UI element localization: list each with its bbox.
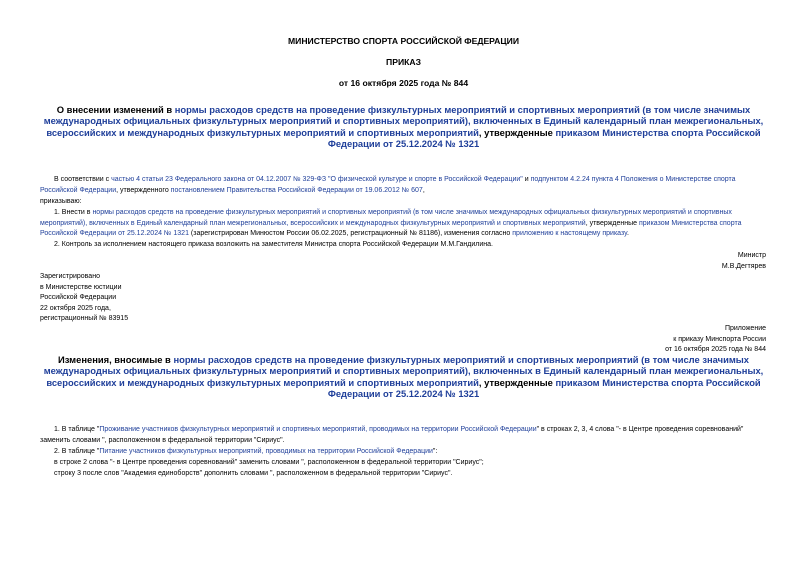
change-2-line-3: строку 3 после слов "Академия единоборств" дополнить словами ", расположенном в федеральной территории "Сириус". [54, 470, 453, 477]
item1-order-link[interactable]: приказом Министерства спорта [639, 220, 742, 227]
item1-norms-link-cont[interactable]: мероприятий), включенных в Единый календарный план межрегиональных, всероссийских и международных физкультурных мероприятий и спортивных мероприятий [40, 220, 586, 227]
norms-link[interactable]: нормы расходов средств на проведение физкультурных мероприятий и спортивных мероприятий (в том числе значимых международных официальных физкультурных мероприятий и спортивных мероприятий), включенных в Единый календарный план межрегиональных, всероссийских и международных физкультурных мероприятий и спортивных мероприятий [43, 104, 764, 138]
preamble-text: и [522, 176, 531, 183]
regulation-link[interactable]: подпунктом 4.2.24 пункта 4 Положения о Министерстве спорта [530, 176, 736, 183]
change-text: ": [432, 448, 438, 455]
registration-line-5: регистрационный № 83915 [40, 315, 129, 322]
item1-line-1 [54, 208, 732, 219]
item1-text: , утвержденные [585, 220, 639, 227]
appendix-ref-line-2: к приказу Минспорта России [673, 336, 766, 343]
appendix-norms-link[interactable]: нормы расходов средств на проведение физкультурных мероприятий и спортивных мероприятий (в том числе значимых международных официальных физкультурных мероприятий и спортивных мероприятий), включенных в Единый календарный план межрегиональных, всероссийских и международных физкультурных мероприятий и спортивных мероприятий [43, 354, 764, 388]
preamble-line-1 [54, 175, 736, 186]
change-1-line-2: заменить словами ", расположенном в федеральной территории "Сириус". [40, 437, 285, 444]
order-title [36, 104, 771, 150]
change-text: " в строках 2, 3, 4 слова "- в Центре проведения соревнований" [536, 426, 744, 433]
order-title-prefix: О внесении изменений в [56, 104, 175, 115]
change-1-line-1 [54, 425, 743, 436]
item1-line-2 [40, 219, 741, 230]
registration-line-3: Российской Федерации [40, 294, 117, 301]
appendix-ref-line-3: от 16 октября 2025 года № 844 [665, 346, 766, 353]
change-2-line-2: в строке 2 слова "- в Центре проведения соревнований" заменить словами ", расположенном в федеральной территории "Сириус"; [54, 459, 484, 466]
item2-text: 2. Контроль за исполнением настоящего приказа возложить на заместителя Министра спорта Российской Федерации М.М.Гандилина. [54, 241, 493, 248]
appendix-title-prefix: Изменения, вносимые в [58, 354, 174, 365]
order-title-mid: , утвержденные [478, 126, 556, 138]
change-2-line-1 [54, 447, 437, 458]
item1-text: (зарегистрирован Минюстом России 06.02.2025, регистрационный № 81186), изменения согласно [188, 230, 513, 237]
signature-position: Министр [737, 252, 766, 259]
ministry-heading: МИНИСТЕРСТВО СПОРТА РОССИЙСКОЙ ФЕДЕРАЦИИ [287, 36, 519, 46]
registration-line-4: 22 октября 2025 года, [40, 305, 111, 312]
preamble-text: , утвержденного [116, 187, 171, 194]
change-text: 1. В таблице " [54, 426, 100, 433]
order-date-number: от 16 октября 2025 года № 844 [338, 78, 469, 88]
item1-order-link-cont[interactable]: Российской Федерации от 25.12.2024 № 1321 [40, 230, 189, 237]
preamble-text: В соответствии с [54, 176, 112, 183]
preamble-order-word: приказываю: [40, 198, 82, 205]
change-text: 2. В таблице " [54, 448, 100, 455]
preamble-line-2 [40, 186, 425, 197]
appendix-order-link[interactable]: приказом Министерства спорта Российской Федерации от 25.12.2024 № 1321 [327, 376, 761, 400]
item1-text: 1. Внести в [54, 209, 93, 216]
preamble-text: , [422, 187, 425, 194]
appendix-ref-line-1: Приложение [724, 325, 766, 332]
signature-name: М.В.Дегтярев [721, 263, 766, 270]
registration-line-1: Зарегистрировано [40, 273, 100, 280]
item1-norms-link[interactable]: нормы расходов средств на проведение физкультурных мероприятий и спортивных мероприятий (в том числе значимых международных официальных физкультурных мероприятий и спортивных [92, 209, 732, 216]
law-329-link[interactable]: частью 4 статьи 23 Федерального закона от 04.12.2007 № 329-ФЗ "О физической культуре и спорте в Российской Федерации" [111, 176, 523, 183]
item1-text: . [626, 230, 629, 237]
registration-line-2: в Министерстве юстиции [40, 284, 122, 291]
regulation-link-cont[interactable]: Российской Федерации [40, 187, 117, 194]
appendix-title [36, 354, 771, 400]
item1-line-3 [40, 229, 629, 240]
accommodation-table-link[interactable]: Проживание участников физкультурных мероприятий и спортивных мероприятий, проводимых на территории Российской Федерации [99, 426, 537, 433]
doc-type-heading: ПРИКАЗ [386, 57, 421, 67]
appendix-title-mid: , утвержденные [478, 376, 556, 388]
appendix-link[interactable]: приложению к настоящему приказу [512, 230, 627, 237]
food-table-link[interactable]: Питание участников физкультурных мероприятий, проводимых на территории Российской Федерации [99, 448, 433, 455]
order-1321-link[interactable]: приказом Министерства спорта Российской Федерации от 25.12.2024 № 1321 [327, 126, 761, 150]
resolution-607-link[interactable]: постановлением Правительства Российской Федерации от 19.06.2012 № 607 [170, 187, 423, 194]
